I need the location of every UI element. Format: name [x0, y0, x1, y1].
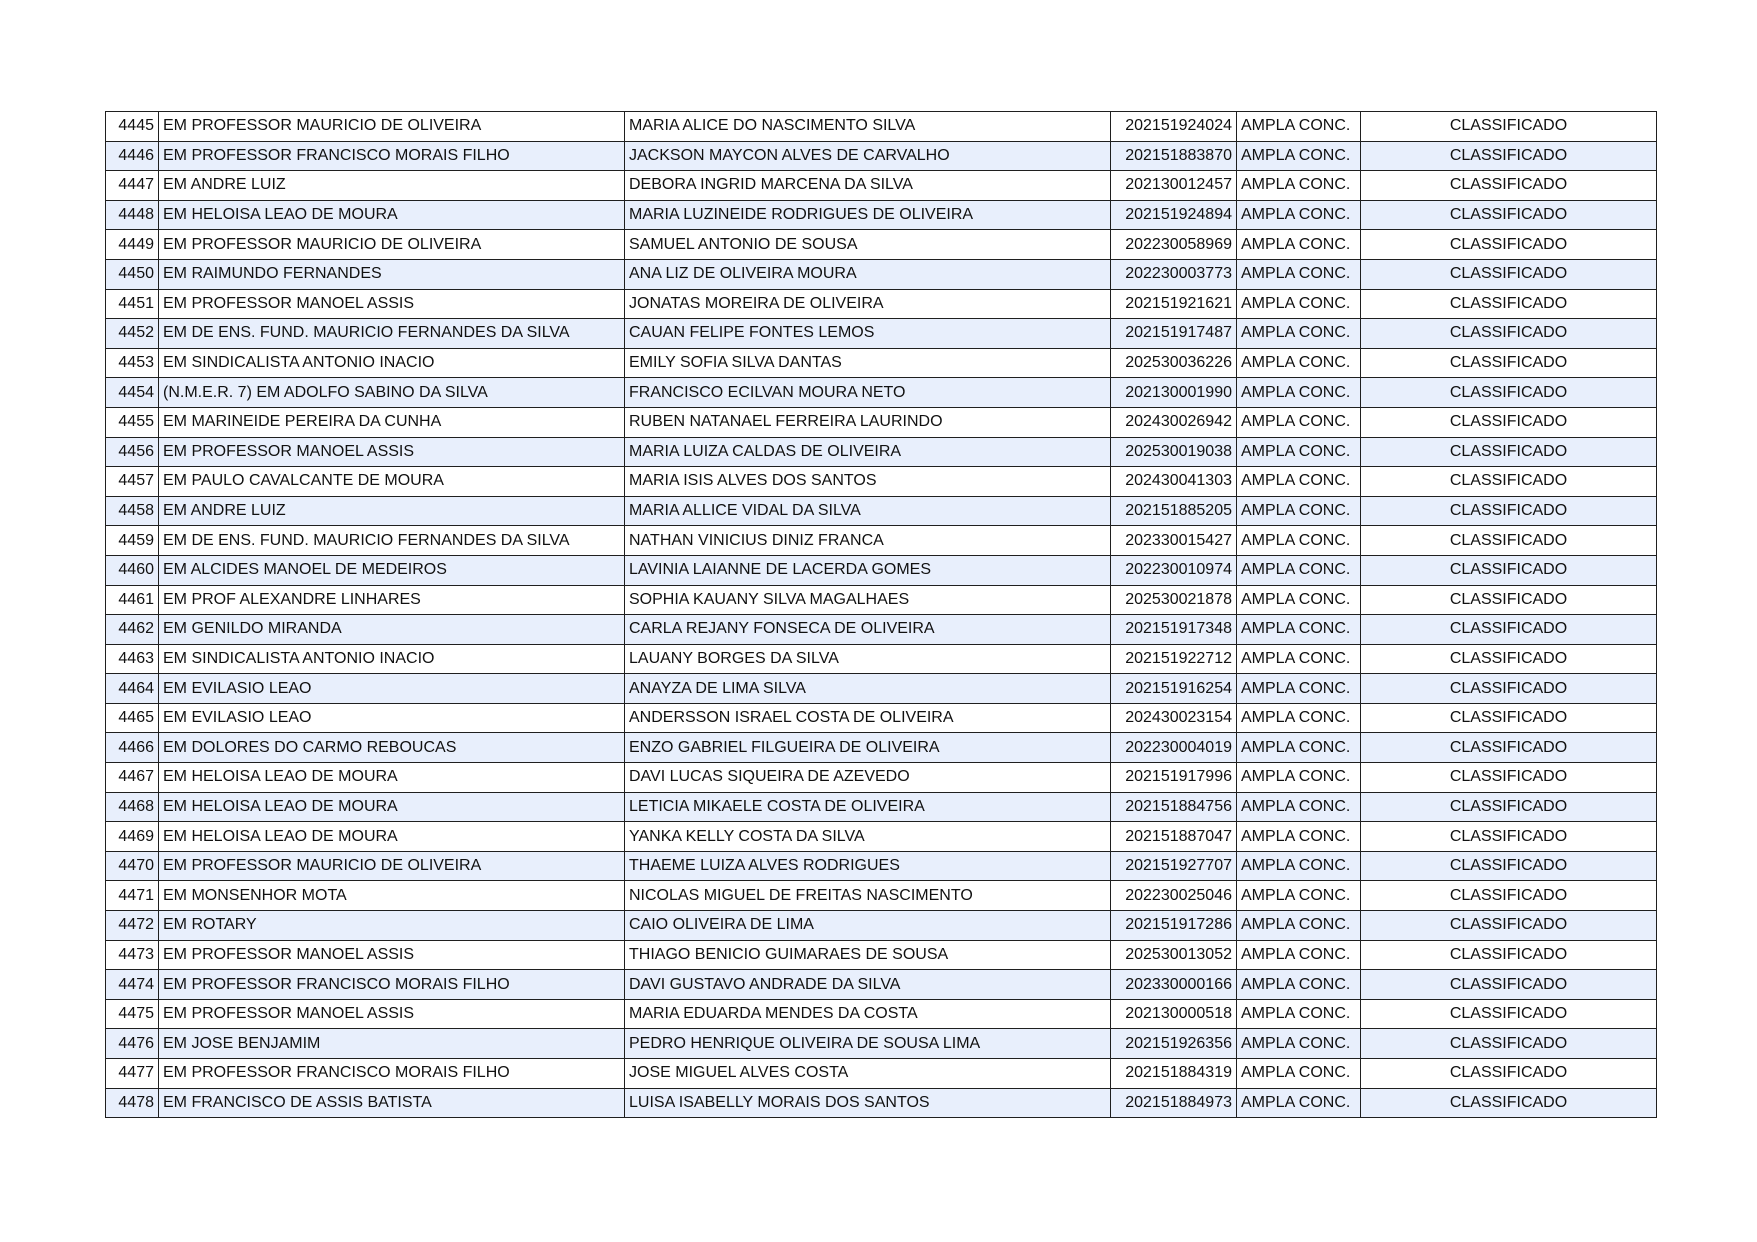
candidate-name-cell: LAVINIA LAIANNE DE LACERDA GOMES — [625, 555, 1111, 585]
candidate-name-cell: JACKSON MAYCON ALVES DE CARVALHO — [625, 141, 1111, 171]
status-cell: CLASSIFICADO — [1361, 378, 1657, 408]
status-cell: CLASSIFICADO — [1361, 585, 1657, 615]
candidate-name-cell: LETICIA MIKAELE COSTA DE OLIVEIRA — [625, 792, 1111, 822]
status-cell: CLASSIFICADO — [1361, 289, 1657, 319]
registration-number-cell: 202430041303 — [1111, 467, 1237, 497]
status-cell: CLASSIFICADO — [1361, 496, 1657, 526]
status-cell: CLASSIFICADO — [1361, 230, 1657, 260]
table-row — [106, 526, 1657, 556]
row-number-cell: 4474 — [106, 970, 159, 1000]
table-body — [106, 112, 1657, 1118]
status-cell: CLASSIFICADO — [1361, 911, 1657, 941]
table-row — [106, 1059, 1657, 1089]
candidate-name-cell: JONATAS MOREIRA DE OLIVEIRA — [625, 289, 1111, 319]
candidate-name-cell: JOSE MIGUEL ALVES COSTA — [625, 1059, 1111, 1089]
row-number-cell: 4458 — [106, 496, 159, 526]
registration-number-cell: 202230025046 — [1111, 881, 1237, 911]
table-row — [106, 259, 1657, 289]
category-cell: AMPLA CONC. — [1237, 911, 1361, 941]
candidate-name-cell: SOPHIA KAUANY SILVA MAGALHAES — [625, 585, 1111, 615]
school-cell: EM PAULO CAVALCANTE DE MOURA — [159, 467, 625, 497]
category-cell: AMPLA CONC. — [1237, 407, 1361, 437]
registration-number-cell: 202151917996 — [1111, 763, 1237, 793]
status-cell: CLASSIFICADO — [1361, 644, 1657, 674]
school-cell: EM PROFESSOR MANOEL ASSIS — [159, 289, 625, 319]
table-row — [106, 171, 1657, 201]
registration-number-cell: 202151924024 — [1111, 112, 1237, 142]
row-number-cell: 4456 — [106, 437, 159, 467]
candidate-name-cell: LUISA ISABELLY MORAIS DOS SANTOS — [625, 1088, 1111, 1118]
candidate-name-cell: DEBORA INGRID MARCENA DA SILVA — [625, 171, 1111, 201]
registration-number-cell: 202151917286 — [1111, 911, 1237, 941]
school-cell: EM RAIMUNDO FERNANDES — [159, 259, 625, 289]
registration-number-cell: 202230004019 — [1111, 733, 1237, 763]
row-number-cell: 4478 — [106, 1088, 159, 1118]
status-cell: CLASSIFICADO — [1361, 822, 1657, 852]
school-cell: EM PROFESSOR FRANCISCO MORAIS FILHO — [159, 1059, 625, 1089]
row-number-cell: 4463 — [106, 644, 159, 674]
school-cell: EM HELOISA LEAO DE MOURA — [159, 822, 625, 852]
table-row — [106, 851, 1657, 881]
school-cell: EM HELOISA LEAO DE MOURA — [159, 792, 625, 822]
registration-number-cell: 202130012457 — [1111, 171, 1237, 201]
table-row — [106, 674, 1657, 704]
row-number-cell: 4452 — [106, 319, 159, 349]
candidate-name-cell: MARIA ALICE DO NASCIMENTO SILVA — [625, 112, 1111, 142]
candidate-name-cell: CAUAN FELIPE FONTES LEMOS — [625, 319, 1111, 349]
status-cell: CLASSIFICADO — [1361, 851, 1657, 881]
candidate-name-cell: MARIA LUIZA CALDAS DE OLIVEIRA — [625, 437, 1111, 467]
school-cell: EM SINDICALISTA ANTONIO INACIO — [159, 348, 625, 378]
row-number-cell: 4469 — [106, 822, 159, 852]
row-number-cell: 4461 — [106, 585, 159, 615]
candidate-name-cell: LAUANY BORGES DA SILVA — [625, 644, 1111, 674]
row-number-cell: 4464 — [106, 674, 159, 704]
status-cell: CLASSIFICADO — [1361, 999, 1657, 1029]
school-cell: (N.M.E.R. 7) EM ADOLFO SABINO DA SILVA — [159, 378, 625, 408]
candidate-name-cell: MARIA EDUARDA MENDES DA COSTA — [625, 999, 1111, 1029]
row-number-cell: 4454 — [106, 378, 159, 408]
school-cell: EM SINDICALISTA ANTONIO INACIO — [159, 644, 625, 674]
school-cell: EM ALCIDES MANOEL DE MEDEIROS — [159, 555, 625, 585]
school-cell: EM ANDRE LUIZ — [159, 496, 625, 526]
status-cell: CLASSIFICADO — [1361, 112, 1657, 142]
school-cell: EM DE ENS. FUND. MAURICIO FERNANDES DA SILVA — [159, 526, 625, 556]
table-row — [106, 792, 1657, 822]
row-number-cell: 4446 — [106, 141, 159, 171]
school-cell: EM HELOISA LEAO DE MOURA — [159, 200, 625, 230]
registration-number-cell: 202151917487 — [1111, 319, 1237, 349]
table-row — [106, 378, 1657, 408]
school-cell: EM PROF ALEXANDRE LINHARES — [159, 585, 625, 615]
category-cell: AMPLA CONC. — [1237, 141, 1361, 171]
row-number-cell: 4449 — [106, 230, 159, 260]
row-number-cell: 4447 — [106, 171, 159, 201]
status-cell: CLASSIFICADO — [1361, 763, 1657, 793]
table-row — [106, 437, 1657, 467]
status-cell: CLASSIFICADO — [1361, 881, 1657, 911]
school-cell: EM PROFESSOR MANOEL ASSIS — [159, 940, 625, 970]
table-row — [106, 703, 1657, 733]
candidate-name-cell: RUBEN NATANAEL FERREIRA LAURINDO — [625, 407, 1111, 437]
category-cell: AMPLA CONC. — [1237, 526, 1361, 556]
row-number-cell: 4477 — [106, 1059, 159, 1089]
registration-number-cell: 202530013052 — [1111, 940, 1237, 970]
candidate-name-cell: EMILY SOFIA SILVA DANTAS — [625, 348, 1111, 378]
category-cell: AMPLA CONC. — [1237, 200, 1361, 230]
registration-number-cell: 202230058969 — [1111, 230, 1237, 260]
registration-number-cell: 202151884973 — [1111, 1088, 1237, 1118]
table-row — [106, 763, 1657, 793]
registration-number-cell: 202151885205 — [1111, 496, 1237, 526]
registration-number-cell: 202151887047 — [1111, 822, 1237, 852]
status-cell: CLASSIFICADO — [1361, 733, 1657, 763]
school-cell: EM ROTARY — [159, 911, 625, 941]
school-cell: EM PROFESSOR MAURICIO DE OLIVEIRA — [159, 851, 625, 881]
table-row — [106, 289, 1657, 319]
row-number-cell: 4448 — [106, 200, 159, 230]
table-row — [106, 644, 1657, 674]
registration-number-cell: 202530019038 — [1111, 437, 1237, 467]
candidate-name-cell: SAMUEL ANTONIO DE SOUSA — [625, 230, 1111, 260]
table-row — [106, 230, 1657, 260]
row-number-cell: 4460 — [106, 555, 159, 585]
row-number-cell: 4467 — [106, 763, 159, 793]
registration-number-cell: 202530036226 — [1111, 348, 1237, 378]
candidate-name-cell: THAEME LUIZA ALVES RODRIGUES — [625, 851, 1111, 881]
table-row — [106, 881, 1657, 911]
table-row — [106, 407, 1657, 437]
category-cell: AMPLA CONC. — [1237, 289, 1361, 319]
category-cell: AMPLA CONC. — [1237, 1059, 1361, 1089]
table-row — [106, 1029, 1657, 1059]
category-cell: AMPLA CONC. — [1237, 555, 1361, 585]
school-cell: EM PROFESSOR FRANCISCO MORAIS FILHO — [159, 141, 625, 171]
candidate-name-cell: ANAYZA DE LIMA SILVA — [625, 674, 1111, 704]
category-cell: AMPLA CONC. — [1237, 999, 1361, 1029]
status-cell: CLASSIFICADO — [1361, 1029, 1657, 1059]
table-row — [106, 970, 1657, 1000]
row-number-cell: 4453 — [106, 348, 159, 378]
table-row — [106, 200, 1657, 230]
classification-table — [105, 111, 1657, 1118]
registration-number-cell: 202330015427 — [1111, 526, 1237, 556]
registration-number-cell: 202530021878 — [1111, 585, 1237, 615]
table-row — [106, 911, 1657, 941]
row-number-cell: 4457 — [106, 467, 159, 497]
candidate-name-cell: MARIA ALLICE VIDAL DA SILVA — [625, 496, 1111, 526]
registration-number-cell: 202130000518 — [1111, 999, 1237, 1029]
category-cell: AMPLA CONC. — [1237, 112, 1361, 142]
category-cell: AMPLA CONC. — [1237, 970, 1361, 1000]
registration-number-cell: 202430026942 — [1111, 407, 1237, 437]
row-number-cell: 4473 — [106, 940, 159, 970]
candidate-name-cell: NATHAN VINICIUS DINIZ FRANCA — [625, 526, 1111, 556]
category-cell: AMPLA CONC. — [1237, 496, 1361, 526]
registration-number-cell: 202151922712 — [1111, 644, 1237, 674]
table-row — [106, 940, 1657, 970]
category-cell: AMPLA CONC. — [1237, 467, 1361, 497]
school-cell: EM PROFESSOR MANOEL ASSIS — [159, 999, 625, 1029]
registration-number-cell: 202151927707 — [1111, 851, 1237, 881]
school-cell: EM MONSENHOR MOTA — [159, 881, 625, 911]
status-cell: CLASSIFICADO — [1361, 792, 1657, 822]
school-cell: EM FRANCISCO DE ASSIS BATISTA — [159, 1088, 625, 1118]
row-number-cell: 4462 — [106, 615, 159, 645]
status-cell: CLASSIFICADO — [1361, 1088, 1657, 1118]
row-number-cell: 4471 — [106, 881, 159, 911]
registration-number-cell: 202230003773 — [1111, 259, 1237, 289]
candidate-name-cell: THIAGO BENICIO GUIMARAES DE SOUSA — [625, 940, 1111, 970]
category-cell: AMPLA CONC. — [1237, 437, 1361, 467]
registration-number-cell: 202430023154 — [1111, 703, 1237, 733]
status-cell: CLASSIFICADO — [1361, 526, 1657, 556]
table-row — [106, 348, 1657, 378]
school-cell: EM DE ENS. FUND. MAURICIO FERNANDES DA SILVA — [159, 319, 625, 349]
school-cell: EM ANDRE LUIZ — [159, 171, 625, 201]
school-cell: EM GENILDO MIRANDA — [159, 615, 625, 645]
table-row — [106, 615, 1657, 645]
row-number-cell: 4472 — [106, 911, 159, 941]
category-cell: AMPLA CONC. — [1237, 674, 1361, 704]
table-row — [106, 999, 1657, 1029]
row-number-cell: 4455 — [106, 407, 159, 437]
category-cell: AMPLA CONC. — [1237, 703, 1361, 733]
school-cell: EM PROFESSOR MANOEL ASSIS — [159, 437, 625, 467]
school-cell: EM PROFESSOR MAURICIO DE OLIVEIRA — [159, 230, 625, 260]
category-cell: AMPLA CONC. — [1237, 792, 1361, 822]
table-row — [106, 1088, 1657, 1118]
table-row — [106, 733, 1657, 763]
category-cell: AMPLA CONC. — [1237, 259, 1361, 289]
registration-number-cell: 202330000166 — [1111, 970, 1237, 1000]
registration-number-cell: 202151921621 — [1111, 289, 1237, 319]
status-cell: CLASSIFICADO — [1361, 467, 1657, 497]
status-cell: CLASSIFICADO — [1361, 1059, 1657, 1089]
row-number-cell: 4468 — [106, 792, 159, 822]
candidate-name-cell: DAVI GUSTAVO ANDRADE DA SILVA — [625, 970, 1111, 1000]
candidate-name-cell: NICOLAS MIGUEL DE FREITAS NASCIMENTO — [625, 881, 1111, 911]
category-cell: AMPLA CONC. — [1237, 881, 1361, 911]
school-cell: EM PROFESSOR FRANCISCO MORAIS FILHO — [159, 970, 625, 1000]
registration-number-cell: 202151917348 — [1111, 615, 1237, 645]
status-cell: CLASSIFICADO — [1361, 348, 1657, 378]
category-cell: AMPLA CONC. — [1237, 763, 1361, 793]
category-cell: AMPLA CONC. — [1237, 1029, 1361, 1059]
category-cell: AMPLA CONC. — [1237, 733, 1361, 763]
candidate-name-cell: MARIA ISIS ALVES DOS SANTOS — [625, 467, 1111, 497]
status-cell: CLASSIFICADO — [1361, 171, 1657, 201]
candidate-name-cell: PEDRO HENRIQUE OLIVEIRA DE SOUSA LIMA — [625, 1029, 1111, 1059]
registration-number-cell: 202151884756 — [1111, 792, 1237, 822]
category-cell: AMPLA CONC. — [1237, 171, 1361, 201]
school-cell: EM MARINEIDE PEREIRA DA CUNHA — [159, 407, 625, 437]
status-cell: CLASSIFICADO — [1361, 970, 1657, 1000]
status-cell: CLASSIFICADO — [1361, 940, 1657, 970]
registration-number-cell: 202151884319 — [1111, 1059, 1237, 1089]
candidate-name-cell: FRANCISCO ECILVAN MOURA NETO — [625, 378, 1111, 408]
category-cell: AMPLA CONC. — [1237, 585, 1361, 615]
status-cell: CLASSIFICADO — [1361, 407, 1657, 437]
category-cell: AMPLA CONC. — [1237, 615, 1361, 645]
candidate-name-cell: ANDERSSON ISRAEL COSTA DE OLIVEIRA — [625, 703, 1111, 733]
candidate-name-cell: ANA LIZ DE OLIVEIRA MOURA — [625, 259, 1111, 289]
category-cell: AMPLA CONC. — [1237, 230, 1361, 260]
category-cell: AMPLA CONC. — [1237, 348, 1361, 378]
table-row — [106, 555, 1657, 585]
status-cell: CLASSIFICADO — [1361, 437, 1657, 467]
row-number-cell: 4466 — [106, 733, 159, 763]
table-row — [106, 112, 1657, 142]
category-cell: AMPLA CONC. — [1237, 378, 1361, 408]
category-cell: AMPLA CONC. — [1237, 822, 1361, 852]
category-cell: AMPLA CONC. — [1237, 851, 1361, 881]
table-row — [106, 467, 1657, 497]
candidate-name-cell: YANKA KELLY COSTA DA SILVA — [625, 822, 1111, 852]
school-cell: EM JOSE BENJAMIM — [159, 1029, 625, 1059]
registration-number-cell: 202151926356 — [1111, 1029, 1237, 1059]
table-row — [106, 585, 1657, 615]
school-cell: EM DOLORES DO CARMO REBOUCAS — [159, 733, 625, 763]
row-number-cell: 4459 — [106, 526, 159, 556]
status-cell: CLASSIFICADO — [1361, 319, 1657, 349]
category-cell: AMPLA CONC. — [1237, 940, 1361, 970]
category-cell: AMPLA CONC. — [1237, 319, 1361, 349]
status-cell: CLASSIFICADO — [1361, 200, 1657, 230]
candidate-name-cell: CAIO OLIVEIRA DE LIMA — [625, 911, 1111, 941]
status-cell: CLASSIFICADO — [1361, 674, 1657, 704]
status-cell: CLASSIFICADO — [1361, 141, 1657, 171]
row-number-cell: 4475 — [106, 999, 159, 1029]
row-number-cell: 4451 — [106, 289, 159, 319]
candidate-name-cell: DAVI LUCAS SIQUEIRA DE AZEVEDO — [625, 763, 1111, 793]
candidate-name-cell: CARLA REJANY FONSECA DE OLIVEIRA — [625, 615, 1111, 645]
row-number-cell: 4465 — [106, 703, 159, 733]
status-cell: CLASSIFICADO — [1361, 555, 1657, 585]
table-row — [106, 319, 1657, 349]
status-cell: CLASSIFICADO — [1361, 615, 1657, 645]
registration-number-cell: 202151883870 — [1111, 141, 1237, 171]
row-number-cell: 4445 — [106, 112, 159, 142]
category-cell: AMPLA CONC. — [1237, 644, 1361, 674]
row-number-cell: 4470 — [106, 851, 159, 881]
school-cell: EM HELOISA LEAO DE MOURA — [159, 763, 625, 793]
table-row — [106, 141, 1657, 171]
status-cell: CLASSIFICADO — [1361, 259, 1657, 289]
row-number-cell: 4476 — [106, 1029, 159, 1059]
table-row — [106, 496, 1657, 526]
registration-number-cell: 202151924894 — [1111, 200, 1237, 230]
school-cell: EM EVILASIO LEAO — [159, 703, 625, 733]
row-number-cell: 4450 — [106, 259, 159, 289]
school-cell: EM PROFESSOR MAURICIO DE OLIVEIRA — [159, 112, 625, 142]
candidate-name-cell: MARIA LUZINEIDE RODRIGUES DE OLIVEIRA — [625, 200, 1111, 230]
category-cell: AMPLA CONC. — [1237, 1088, 1361, 1118]
registration-number-cell: 202151916254 — [1111, 674, 1237, 704]
school-cell: EM EVILASIO LEAO — [159, 674, 625, 704]
status-cell: CLASSIFICADO — [1361, 703, 1657, 733]
candidate-name-cell: ENZO GABRIEL FILGUEIRA DE OLIVEIRA — [625, 733, 1111, 763]
registration-number-cell: 202230010974 — [1111, 555, 1237, 585]
table-row — [106, 822, 1657, 852]
registration-number-cell: 202130001990 — [1111, 378, 1237, 408]
